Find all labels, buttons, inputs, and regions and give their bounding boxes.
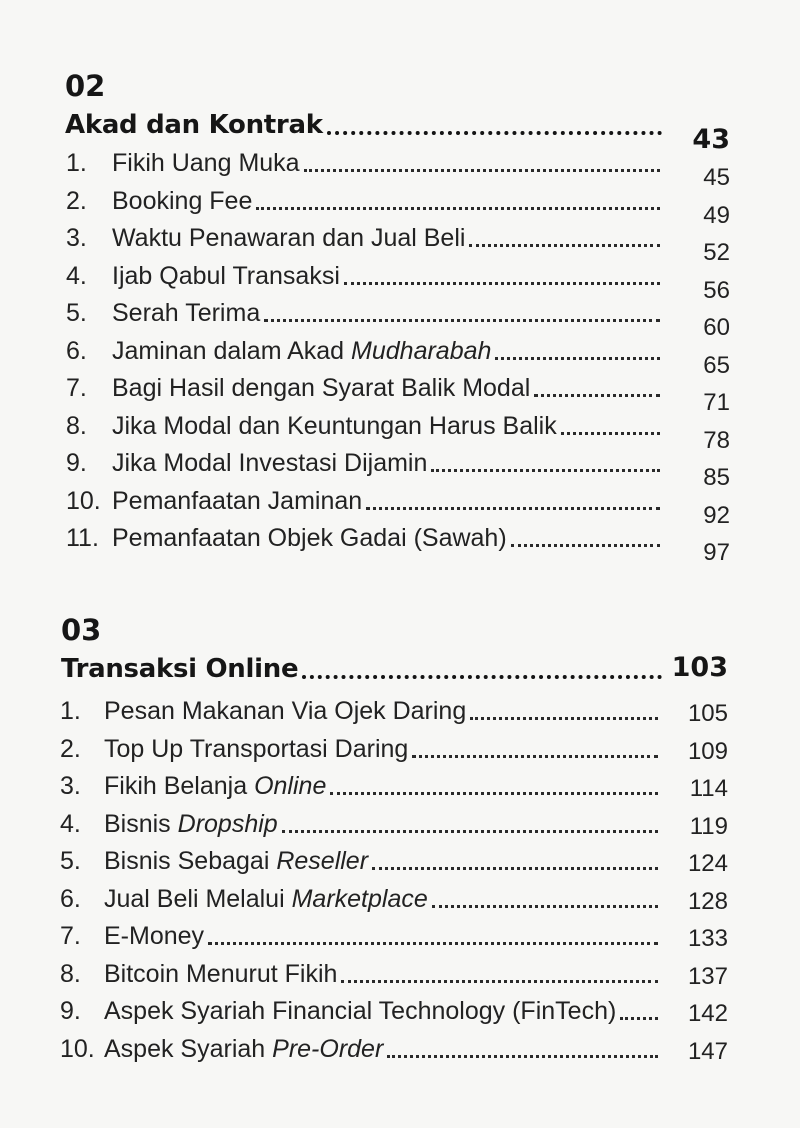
entry-number: 2.	[66, 186, 87, 215]
toc-entry	[66, 444, 666, 478]
dot-leader	[282, 830, 658, 833]
toc-entry	[66, 219, 666, 253]
entry-page-number: 56	[703, 276, 730, 304]
entry-title: Booking Fee	[112, 186, 253, 215]
dot-leader	[366, 507, 660, 510]
chapter-heading	[65, 106, 668, 140]
entry-title: Waktu Penawaran dan Jual Beli	[112, 224, 466, 252]
entry-page-number: 137	[687, 962, 728, 990]
dot-leader	[495, 357, 660, 360]
entry-number: 1.	[60, 697, 81, 725]
chapter-page-number: 43	[692, 124, 730, 155]
entry-title: E-Money	[104, 922, 205, 950]
entry-number: 6.	[60, 884, 81, 913]
entry-number: 5.	[66, 299, 87, 327]
entry-number: 3.	[60, 772, 81, 800]
chapter-title: Transaksi Online	[61, 654, 299, 684]
toc-entry	[60, 805, 664, 839]
entry-title: Fikih Belanja Online	[104, 772, 327, 800]
entry-title: Jual Beli Melalui Marketplace	[104, 884, 428, 913]
entry-page-number: 119	[689, 812, 728, 840]
entry-number: 3.	[66, 224, 87, 252]
toc-entry	[66, 519, 666, 553]
dot-leader	[469, 244, 660, 247]
dot-leader	[256, 207, 660, 210]
entry-page-number: 97	[703, 539, 730, 566]
entry-page-number: 124	[687, 850, 728, 877]
toc-entry	[66, 182, 666, 216]
dot-leader	[344, 282, 660, 285]
entry-number: 7.	[60, 922, 81, 950]
dot-leader	[431, 469, 660, 472]
entry-title: Bisnis Dropship	[104, 809, 278, 838]
entry-number: 10.	[66, 486, 101, 515]
toc-entry	[66, 294, 666, 328]
entry-number: 6.	[66, 336, 87, 365]
entry-page-number: 147	[687, 1037, 728, 1065]
dot-leader	[341, 980, 658, 983]
entry-page-number: 45	[703, 164, 730, 191]
entry-number: 8.	[66, 411, 87, 440]
entry-number: 10.	[60, 1034, 95, 1063]
toc-entry	[66, 407, 666, 441]
entry-title: Bagi Hasil dengan Syarat Balik Modal	[112, 374, 531, 402]
entry-page-number: 65	[703, 351, 730, 379]
entry-number: 4.	[66, 261, 87, 290]
toc-entry	[60, 692, 664, 726]
entry-title: Aspek Syariah Financial Technology (FinTech)	[104, 997, 617, 1025]
dot-leader	[432, 905, 658, 908]
toc-entry	[66, 332, 666, 366]
entry-page-number: 85	[703, 464, 730, 491]
dot-leader	[412, 755, 658, 758]
toc-entry	[60, 880, 664, 914]
dot-leader	[327, 131, 662, 135]
dot-leader	[208, 942, 658, 945]
entry-title: Jaminan dalam Akad Mudharabah	[112, 336, 492, 365]
entry-title: Jika Modal Investasi Dijamin	[112, 449, 428, 477]
entry-number: 11.	[66, 524, 99, 552]
entry-title: Bisnis Sebagai Reseller	[104, 847, 369, 875]
toc-entry	[66, 369, 666, 403]
entry-title: Aspek Syariah Pre-Order	[104, 1034, 384, 1063]
dot-leader	[620, 1017, 658, 1020]
dot-leader	[264, 319, 660, 322]
entry-title: Pesan Makanan Via Ojek Daring	[104, 697, 467, 725]
toc-entry	[60, 917, 664, 951]
toc-entry	[66, 144, 666, 178]
dot-leader	[387, 1055, 658, 1058]
entry-number: 9.	[60, 997, 81, 1025]
toc-entry	[60, 842, 664, 876]
chapter-heading	[61, 650, 668, 684]
entry-page-number: 78	[703, 426, 730, 454]
dot-leader	[304, 169, 660, 172]
dot-leader	[470, 717, 658, 720]
entry-title: Jika Modal dan Keuntungan Harus Balik	[112, 411, 557, 440]
entry-title: Bitcoin Menurut Fikih	[104, 959, 338, 988]
dot-leader	[511, 544, 660, 547]
toc-entry	[66, 482, 666, 516]
entry-title: Fikih Uang Muka	[112, 149, 300, 177]
entry-number: 4.	[60, 809, 81, 838]
chapter-title: Akad dan Kontrak	[65, 110, 323, 140]
entry-page-number: 105	[687, 700, 728, 727]
entry-page-number: 49	[703, 201, 730, 229]
entry-number: 1.	[66, 149, 87, 177]
entry-number: 2.	[60, 734, 81, 763]
chapter-number: 03	[61, 613, 102, 647]
entry-page-number: 109	[687, 737, 728, 765]
toc-entry	[60, 730, 664, 764]
entry-page-number: 71	[703, 389, 730, 416]
entry-page-number: 60	[703, 314, 730, 341]
entry-title: Pemanfaatan Objek Gadai (Sawah)	[112, 524, 507, 552]
toc-entry	[60, 992, 664, 1026]
entry-title: Ijab Qabul Transaksi	[112, 261, 340, 290]
entry-number: 5.	[60, 847, 81, 875]
chapter-number: 02	[65, 69, 106, 103]
chapter-page-number: 103	[671, 652, 728, 683]
dot-leader	[372, 867, 658, 870]
toc-entry	[60, 767, 664, 801]
entry-title: Pemanfaatan Jaminan	[112, 486, 363, 515]
entry-page-number: 52	[703, 239, 730, 266]
entry-number: 7.	[66, 374, 87, 402]
entry-page-number: 133	[687, 925, 728, 952]
toc-entry	[60, 955, 664, 989]
entry-page-number: 128	[687, 887, 728, 915]
entry-page-number: 142	[687, 1000, 728, 1027]
entry-title: Top Up Transportasi Daring	[104, 734, 409, 763]
toc-entry	[66, 257, 666, 291]
entry-number: 9.	[66, 449, 87, 477]
entry-page-number: 92	[703, 501, 730, 529]
dot-leader	[561, 432, 660, 435]
toc-entry	[60, 1030, 664, 1064]
entry-number: 8.	[60, 959, 81, 988]
dot-leader	[330, 792, 658, 795]
entry-title: Serah Terima	[112, 299, 261, 327]
entry-page-number: 114	[689, 775, 728, 802]
dot-leader	[302, 675, 662, 679]
dot-leader	[534, 394, 660, 397]
